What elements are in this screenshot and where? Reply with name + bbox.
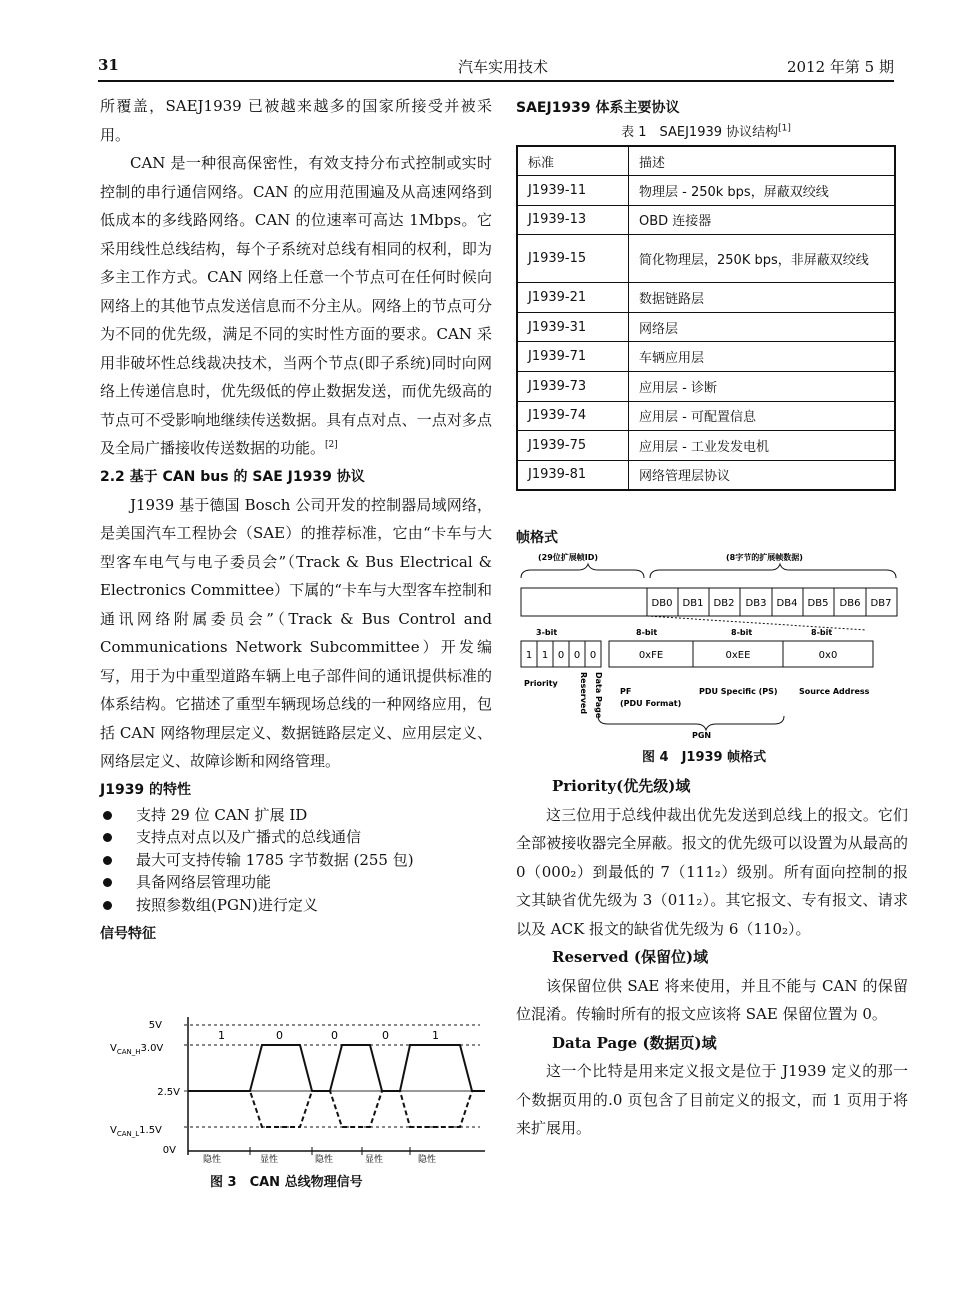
svg-text:隐性: 隐性 <box>418 1155 437 1165</box>
header-standard: 标准 <box>517 146 629 176</box>
svg-text:显性: 显性 <box>260 1155 279 1165</box>
svg-text:DB7: DB7 <box>870 598 892 609</box>
table-row: J1939-73 应用层 - 诊断 <box>517 372 895 402</box>
svg-text:0x0: 0x0 <box>818 650 838 661</box>
svg-text:1: 1 <box>525 650 533 661</box>
svg-text:Data Page: Data Page <box>594 672 603 719</box>
state-labels <box>203 1153 436 1165</box>
label-5v: 5V <box>148 1020 162 1031</box>
figure-3-caption: 图 3 CAN 总线物理信号 <box>210 1175 363 1190</box>
list-item: 具备网络层管理功能 <box>100 871 492 894</box>
braces <box>521 564 896 578</box>
svg-text:0xEE: 0xEE <box>725 650 751 661</box>
label-vcanl: $V_{CAN\_L}1.5V$ <box>110 1125 162 1138</box>
features-title: J1939 的特性 <box>100 781 192 798</box>
expand-lines <box>647 616 866 630</box>
id-label: (29位扩展帧ID) <box>538 553 599 562</box>
svg-text:DB6: DB6 <box>839 598 861 609</box>
svg-text:隐性: 隐性 <box>203 1155 222 1165</box>
data-label: (8字节的扩展帧数据) <box>726 553 803 562</box>
svg-text:Priority: Priority <box>524 679 558 688</box>
table-row: J1939-74 应用层 - 可配置信息 <box>517 401 895 431</box>
table-row: J1939-81 网络管理层协议 <box>517 460 895 490</box>
svg-text:显性: 显性 <box>365 1155 384 1165</box>
paragraph-can <box>100 149 492 463</box>
table-row: J1939-21 数据链路层 <box>517 283 895 313</box>
svg-text:DB3: DB3 <box>745 598 767 609</box>
table-row: J1939-71 车辆应用层 <box>517 342 895 372</box>
can-l-trace <box>188 1091 485 1127</box>
paragraph-j1939: J1939 基于德国 Bosch 公司开发的控制器局域网络，是美国汽车工程协会（SAE）的推荐标准，它由“卡车与大型客车电气与电子委员会”（Track & Bus Electrical & Electronics Committee）下属的“卡车与大型客车控制和通讯网络附属委员会”（Track & Bus Control and Communications Network Subcommittee）开发编写，用于为中重型道路车辆上电子部件间的通讯提供标准的体系结构。它描述了重型车辆现场总线的一种网络应用，包括 CAN 网络物理层定义、数据链路层定义、应用层定义、网络层定义、故障诊断和网络管理。 <box>100 495 492 770</box>
table-row: J1939-11 物理层 - 250k bps，屏蔽双绞线 <box>517 176 895 206</box>
svg-text:0: 0 <box>331 1029 338 1042</box>
figure-4-caption: 图 4 J1939 帧格式 <box>642 750 767 765</box>
reserved-title: Reserved (保留位)域 <box>552 948 709 966</box>
can-signal-figure <box>100 1015 492 1165</box>
svg-text:DB0: DB0 <box>651 598 673 609</box>
svg-text:DB4: DB4 <box>776 598 798 609</box>
bit-group-labels <box>536 628 832 637</box>
svg-text:(PDU Format): (PDU Format) <box>620 699 682 708</box>
svg-text:1: 1 <box>541 650 549 661</box>
table-caption: 表 1 SAEJ1939 协议结构[1] <box>621 123 791 140</box>
svg-text:隐性: 隐性 <box>315 1155 334 1165</box>
header-description: 描述 <box>629 146 896 176</box>
svg-text:3-bit: 3-bit <box>536 628 558 637</box>
table-section-title: SAEJ1939 体系主要协议 <box>516 100 680 116</box>
svg-text:0: 0 <box>589 650 597 661</box>
svg-text:1: 1 <box>218 1029 225 1042</box>
svg-text:8-bit: 8-bit <box>731 628 753 637</box>
list-item: 按照参数组(PGN)进行定义 <box>100 894 492 917</box>
priority-text: 这三位用于总线仲裁出优先发送到总线上的报文。它们全部被接收器完全屏蔽。报文的优先级可以设置为从最高的 0（000₂）到最低的 7（111₂）级别。所有面向控制的报文其缺省优先级为 3（011₂）。其它报文、专有报文、请求以及 ACK 报文的缺省优先级为 6（110₂）。 <box>516 805 908 938</box>
section-title: 2.2 基于 CAN bus 的 SAE J1939 协议 <box>100 468 365 485</box>
page-header <box>98 56 894 82</box>
pgn-brace <box>598 716 784 730</box>
signal-title: 信号特征 <box>100 926 156 942</box>
svg-text:8-bit: 8-bit <box>636 628 658 637</box>
list-item: 支持 29 位 CAN 扩展 ID <box>100 804 492 827</box>
field-labels <box>524 672 870 740</box>
table-header-row <box>517 146 895 176</box>
paragraph-intro-end: 所覆盖，SAEJ1939 已被越来越多的国家所接受并被采用。 <box>100 97 492 144</box>
svg-text:Source Address: Source Address <box>799 687 870 696</box>
citation: [2] <box>325 440 338 450</box>
svg-text:DB2: DB2 <box>713 598 735 609</box>
svg-text:0: 0 <box>557 650 565 661</box>
table-row: J1939-13 OBD 连接器 <box>517 205 895 235</box>
svg-text:PGN: PGN <box>692 731 712 740</box>
can-h-trace <box>188 1045 485 1091</box>
list-item: 支持点对点以及广播式的总线通信 <box>100 826 492 849</box>
issue-number: 2012 年第 5 期 <box>786 58 894 76</box>
table-row: J1939-75 应用层 - 工业发发电机 <box>517 431 895 461</box>
protocol-table <box>516 145 896 491</box>
reserved-text: 该保留位供 SAE 将来使用，并且不能与 CAN 的保留位混淆。传输时所有的报文应该将 SAE 保留位置为 0。 <box>516 976 908 1023</box>
bit-labels <box>218 1029 439 1042</box>
journal-name: 汽车实用技术 <box>458 58 549 76</box>
table-row: J1939-15 简化物理层，250K bps，非屏蔽双绞线 <box>517 235 895 283</box>
label-vcanh: $V_{CAN\_H}3.0V$ <box>110 1043 164 1056</box>
svg-text:0xFE: 0xFE <box>638 650 664 661</box>
left-column <box>100 92 492 948</box>
features-list <box>100 804 492 917</box>
label-0v: 0V <box>162 1145 176 1156</box>
svg-text:8-bit: 8-bit <box>811 628 833 637</box>
j1939-frame-figure <box>516 548 906 742</box>
table-row: J1939-31 网络层 <box>517 312 895 342</box>
paragraph-can-text: CAN 是一种很高保密性，有效支持分布式控制或实时控制的串行通信网络。CAN 的应用范围遍及从高速网络到低成本的多线路网络。CAN 的位速率可高达 1Mbps。它采用线性总线结构，每个子系统对总线有相同的权利，即为多主工作方式。CAN 网络上任意一个节点可在任何时候向网络上的其他节点发送信息而不分主从。网络上的节点可分为不同的优先级，满足不同的实时性方面的要求。CAN 采用非破坏性总线裁决技术，当两个节点(即子系统)同时向网络上传递信息时，优先级低的停止数据发送，而优先级高的节点可不受影响地继续传送数据。具有点对点、一点对多点及全局广播接收传送数据的功能。 <box>100 154 492 457</box>
svg-text:Reserved: Reserved <box>579 672 588 715</box>
svg-text:0: 0 <box>382 1029 389 1042</box>
svg-text:1: 1 <box>432 1029 439 1042</box>
svg-text:PF: PF <box>620 687 632 696</box>
svg-text:DB5: DB5 <box>807 598 829 609</box>
svg-text:0: 0 <box>276 1029 283 1042</box>
priority-title: Priority(优先级)域 <box>552 777 691 795</box>
label-2-5v: 2.5V <box>157 1087 180 1098</box>
datapage-title: Data Page (数据页)域 <box>552 1033 717 1052</box>
svg-text:PDU Specific (PS): PDU Specific (PS) <box>699 687 778 696</box>
page-number: 31 <box>98 56 119 74</box>
list-item: 最大可支持传输 1785 字节数据 (255 包) <box>100 849 492 872</box>
right-column-text <box>516 772 908 1143</box>
svg-text:DB1: DB1 <box>682 598 704 609</box>
datapage-text: 这一个比特是用来定义报文是位于 J1939 定义的那一个数据页用的.0 页包含了目前定义的报文，而 1 页用于将来扩展用。 <box>516 1062 908 1137</box>
frame-title: 帧格式 <box>516 530 558 546</box>
svg-text:0: 0 <box>573 650 581 661</box>
